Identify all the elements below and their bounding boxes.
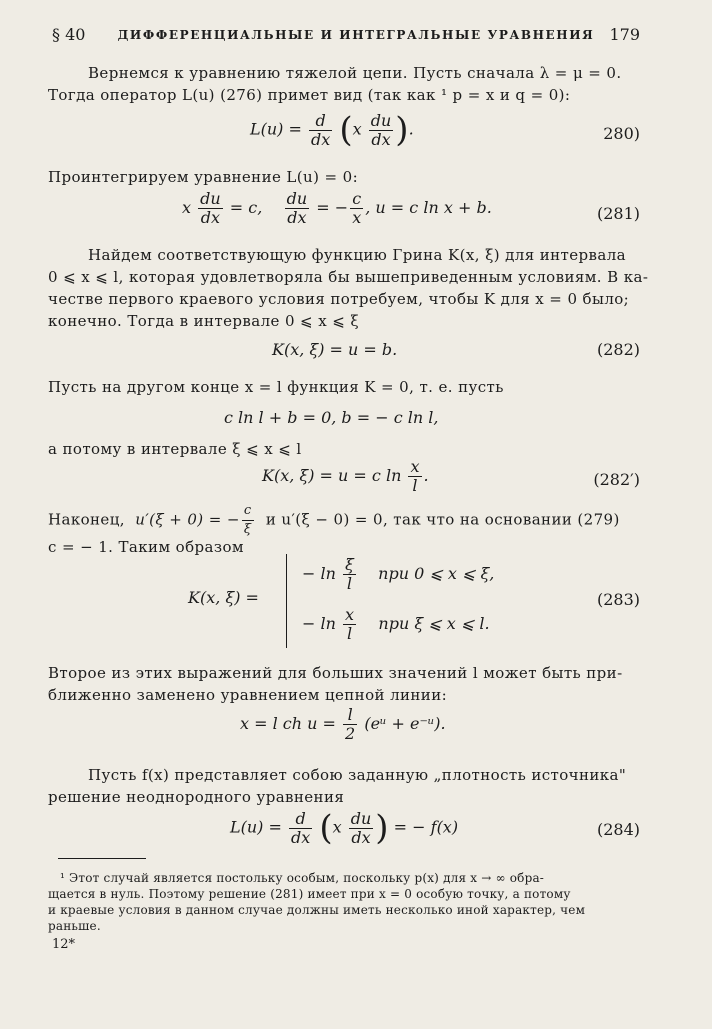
equation-281: x $\frac{du}{dx}$ = c, $\frac{du}{dx}$ = − $\frac{c}{x}$ , u = c ln x + b. [182, 189, 492, 227]
equation-number: (282′) [593, 470, 640, 489]
paragraph-line: а потому в интервале ξ ⩽ x ⩽ l [48, 440, 302, 458]
footnote-line: ¹ Этот случай является постольку особым, поскольку p(x) для x → ∞ обра- [60, 871, 545, 885]
paragraph-line: ближенно заменено уравнением цепной линии: [48, 686, 448, 704]
eq-lhs: L(u) = [250, 119, 302, 139]
paragraph-line: конечно. Тогда в интервале 0 ⩽ x ⩽ ξ [48, 312, 360, 330]
paragraph-line: c = − 1. Таким образом [48, 538, 244, 556]
equation-boundary: c ln l + b = 0, b = − c ln l, [224, 408, 439, 427]
paragraph-line: Тогда оператор L(u) (276) примет вид (так как ¹ p = x и q = 0): [48, 86, 571, 104]
paragraph-line: решение неоднородного уравнения [48, 788, 345, 806]
paren-close: ) [395, 110, 409, 150]
page-number: 179 [609, 25, 640, 44]
paragraph-line: Второе из этих выражений для больших значений l может быть при- [48, 664, 623, 682]
footnote-line: и краевые условия в данном случае должны иметь несколько иной характер, чем [48, 903, 586, 917]
equation-number: 280) [603, 124, 640, 143]
curly-brace [286, 554, 297, 648]
equation-280: L(u) = $\frac{d}{dx}$ (x $\frac{du}{dx}$ ). [250, 110, 414, 150]
equation-number: (282) [596, 340, 640, 359]
paragraph-line: Вернемся к уравнению тяжелой цепи. Пусть сначала λ = μ = 0. [88, 64, 622, 82]
equation-number: (281) [596, 204, 640, 223]
paragraph-line: Найдем соответствующую функцию Грина K(x, ξ) для интервала [88, 246, 626, 264]
paragraph-line: Пусть на другом конце x = l функция K = 0, т. е. пусть [48, 378, 504, 396]
footnote-rule [58, 858, 146, 859]
section-number: § 40 [52, 25, 86, 44]
paragraph-line: Наконец, u′(ξ + 0) = − $\frac{c}{\xi}$ и u′(ξ − 0) = 0, так что на основании (279) [48, 503, 620, 537]
equation-283-lhs: K(x, ξ) = [188, 588, 259, 607]
fraction: $\frac{d}{dx}$ [311, 110, 331, 149]
equation-282: K(x, ξ) = u = b. [272, 340, 398, 359]
footnote-line: щается в нуль. Поэтому решение (281) имеет при x = 0 особую точку, а потому [48, 887, 571, 901]
paragraph-line: Проинтегрируем уравнение L(u) = 0: [48, 168, 359, 186]
running-title: ДИФФЕРЕНЦИАЛЬНЫЕ И ИНТЕГРАЛЬНЫЕ УРАВНЕНИЯ [117, 28, 595, 42]
equation-number: (284) [596, 820, 640, 839]
equation-number: (283) [596, 590, 640, 609]
paren-open: ( [339, 110, 353, 150]
equation-catenary: x = l ch u = $\frac{l}{2}$ (eᵘ + e⁻ᵘ). [240, 705, 446, 743]
equation-283-row2: − ln $\frac{x}{l}$ при ξ ⩽ x ⩽ l. [302, 605, 490, 643]
footnote-line: раньше. [48, 919, 101, 933]
paragraph-line: 0 ⩽ x ⩽ l, которая удовлетворяла бы вышеприведенным условиям. В ка- [48, 268, 649, 286]
equation-282-prime: K(x, ξ) = u = c ln $\frac{x}{l}$ . [262, 457, 429, 495]
paragraph-line: честве первого краевого условия потребуем, чтобы K для x = 0 было; [48, 290, 630, 308]
equation-284: L(u) = $\frac{d}{dx}$ (x $\frac{du}{dx}$ ) = − f(x) [230, 808, 459, 848]
equation-283-row1: − ln $\frac{\xi}{l}$ при 0 ⩽ x ⩽ ξ, [302, 555, 495, 593]
paragraph-line: Пусть f(x) представляет собою заданную „плотность источника" [88, 766, 627, 784]
fraction: $\frac{du}{dx}$ [370, 110, 392, 149]
signature-mark: 12* [52, 937, 76, 952]
